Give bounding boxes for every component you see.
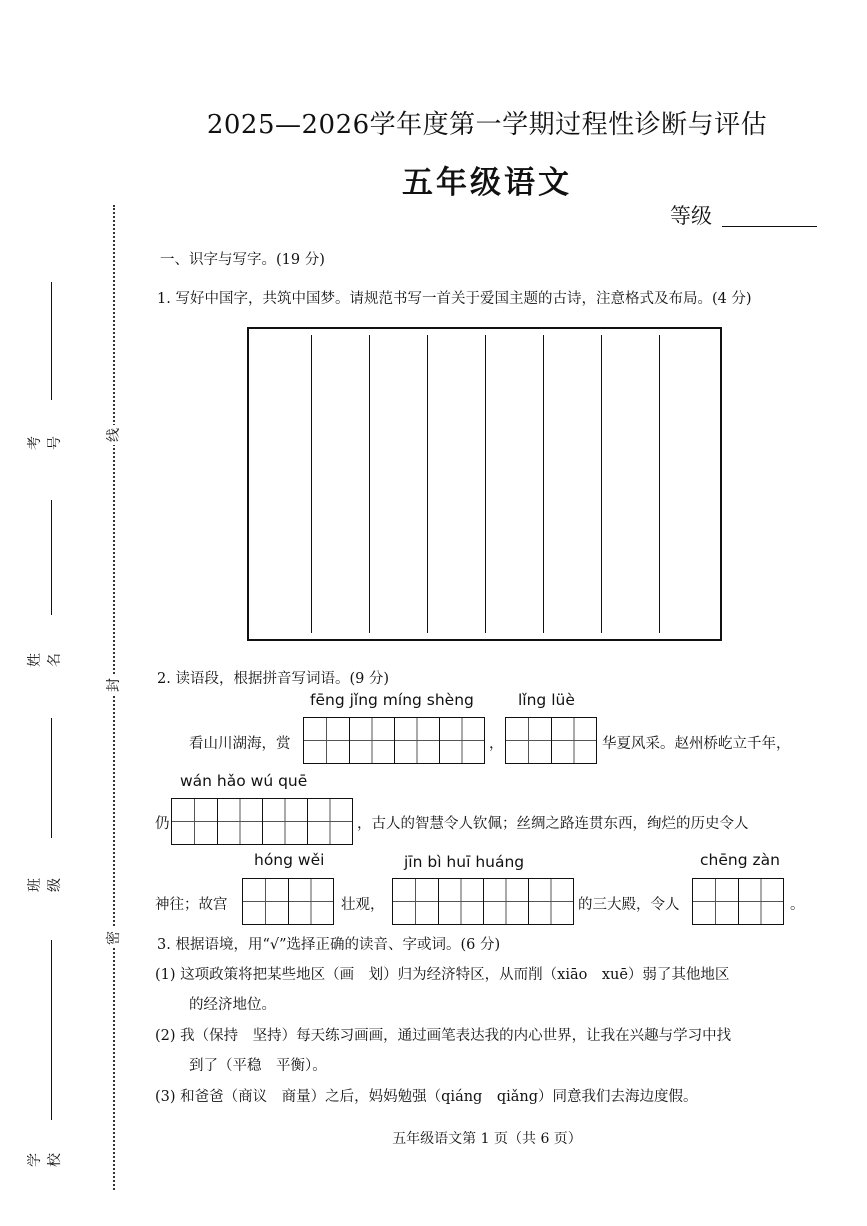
name-line[interactable] xyxy=(51,500,52,615)
question-2: 2. 读语段，根据拼音写词语。(9 分) xyxy=(157,671,390,687)
poem-column-line xyxy=(311,335,312,633)
poem-column-line xyxy=(369,335,370,633)
exam-title: 2025—2026学年度第一学期过程性诊断与评估 xyxy=(206,110,768,140)
passage-text: 。 xyxy=(790,897,805,913)
side-label-exam-no: 考号 xyxy=(27,436,63,450)
poem-writing-box[interactable] xyxy=(247,327,722,641)
answer-grid-1[interactable] xyxy=(303,717,485,764)
passage-text: 仍 xyxy=(155,816,170,832)
exam-subtitle: 五年级语文 xyxy=(402,165,572,201)
poem-column-line xyxy=(485,335,486,633)
grade-label: 等级 xyxy=(670,204,712,228)
poem-column-line xyxy=(601,335,602,633)
section-heading: 一、识字与写字。(19 分) xyxy=(160,252,325,268)
grade-input-line[interactable] xyxy=(722,226,817,227)
q3-item: 的经济地位。 xyxy=(189,997,276,1013)
side-label-school: 学校 xyxy=(27,1153,63,1167)
side-label-class: 班级 xyxy=(27,878,63,892)
question-3: 3. 根据语境，用“√”选择正确的读音、字或词。(6 分) xyxy=(157,937,501,953)
side-label-line: 线 xyxy=(103,425,123,445)
q3-item: (2) 我（保持 坚持）每天练习画画，通过画笔表达我的内心世界，让我在兴趣与学习中找 xyxy=(155,1028,732,1044)
question-1: 1. 写好中国字，共筑中国梦。请规范书写一首关于爱国主题的古诗，注意格式及布局。(4 分) xyxy=(157,291,752,307)
answer-grid-6[interactable] xyxy=(692,878,784,925)
pinyin-6: chēng zàn xyxy=(700,851,780,869)
passage-text: ，古人的智慧令人钦佩；丝绸之路连贯东西，绚烂的历史令人 xyxy=(357,816,749,832)
pinyin-5: jīn bì huī huáng xyxy=(404,853,525,871)
answer-grid-3[interactable] xyxy=(171,798,353,845)
passage-text: 的三大殿，令人 xyxy=(578,897,680,913)
pinyin-1: fēng jǐng míng shèng xyxy=(310,691,474,709)
q3-item: (3) 和爸爸（商议 商量）之后，妈妈勉强（qiáng qiǎng）同意我们去海边度假。 xyxy=(155,1089,698,1105)
binding-dotted-line xyxy=(113,205,115,1190)
passage-text: ， xyxy=(489,736,504,752)
side-label-secret: 密 xyxy=(103,928,123,948)
answer-grid-2[interactable] xyxy=(505,717,597,764)
passage-text: 壮观， xyxy=(341,897,385,913)
pinyin-2: lǐng lüè xyxy=(518,691,575,709)
answer-grid-5[interactable] xyxy=(392,878,574,925)
school-line[interactable] xyxy=(51,940,52,1120)
side-label-name: 姓名 xyxy=(27,653,63,667)
passage-text: 神往；故宫 xyxy=(155,897,228,913)
pinyin-4: hóng wěi xyxy=(254,851,325,869)
poem-column-line xyxy=(543,335,544,633)
pinyin-3: wán hǎo wú quē xyxy=(180,772,308,790)
q3-item: 到了（平稳 平衡）。 xyxy=(189,1058,327,1074)
passage-text: 看山川湖海，赏 xyxy=(189,736,291,752)
side-label-seal: 封 xyxy=(103,675,123,695)
answer-grid-4[interactable] xyxy=(242,878,334,925)
q3-item: (1) 这项政策将把某些地区（画 划）归为经济特区，从而削（xiāo xuē）弱了其他地区 xyxy=(155,967,730,983)
page-footer: 五年级语文第 1 页（共 6 页） xyxy=(392,1131,582,1147)
poem-column-line xyxy=(427,335,428,633)
class-line[interactable] xyxy=(51,718,52,838)
poem-column-line xyxy=(659,335,660,633)
passage-text: 华夏风采。赵州桥屹立千年， xyxy=(602,736,791,752)
exam-no-line[interactable] xyxy=(51,282,52,400)
